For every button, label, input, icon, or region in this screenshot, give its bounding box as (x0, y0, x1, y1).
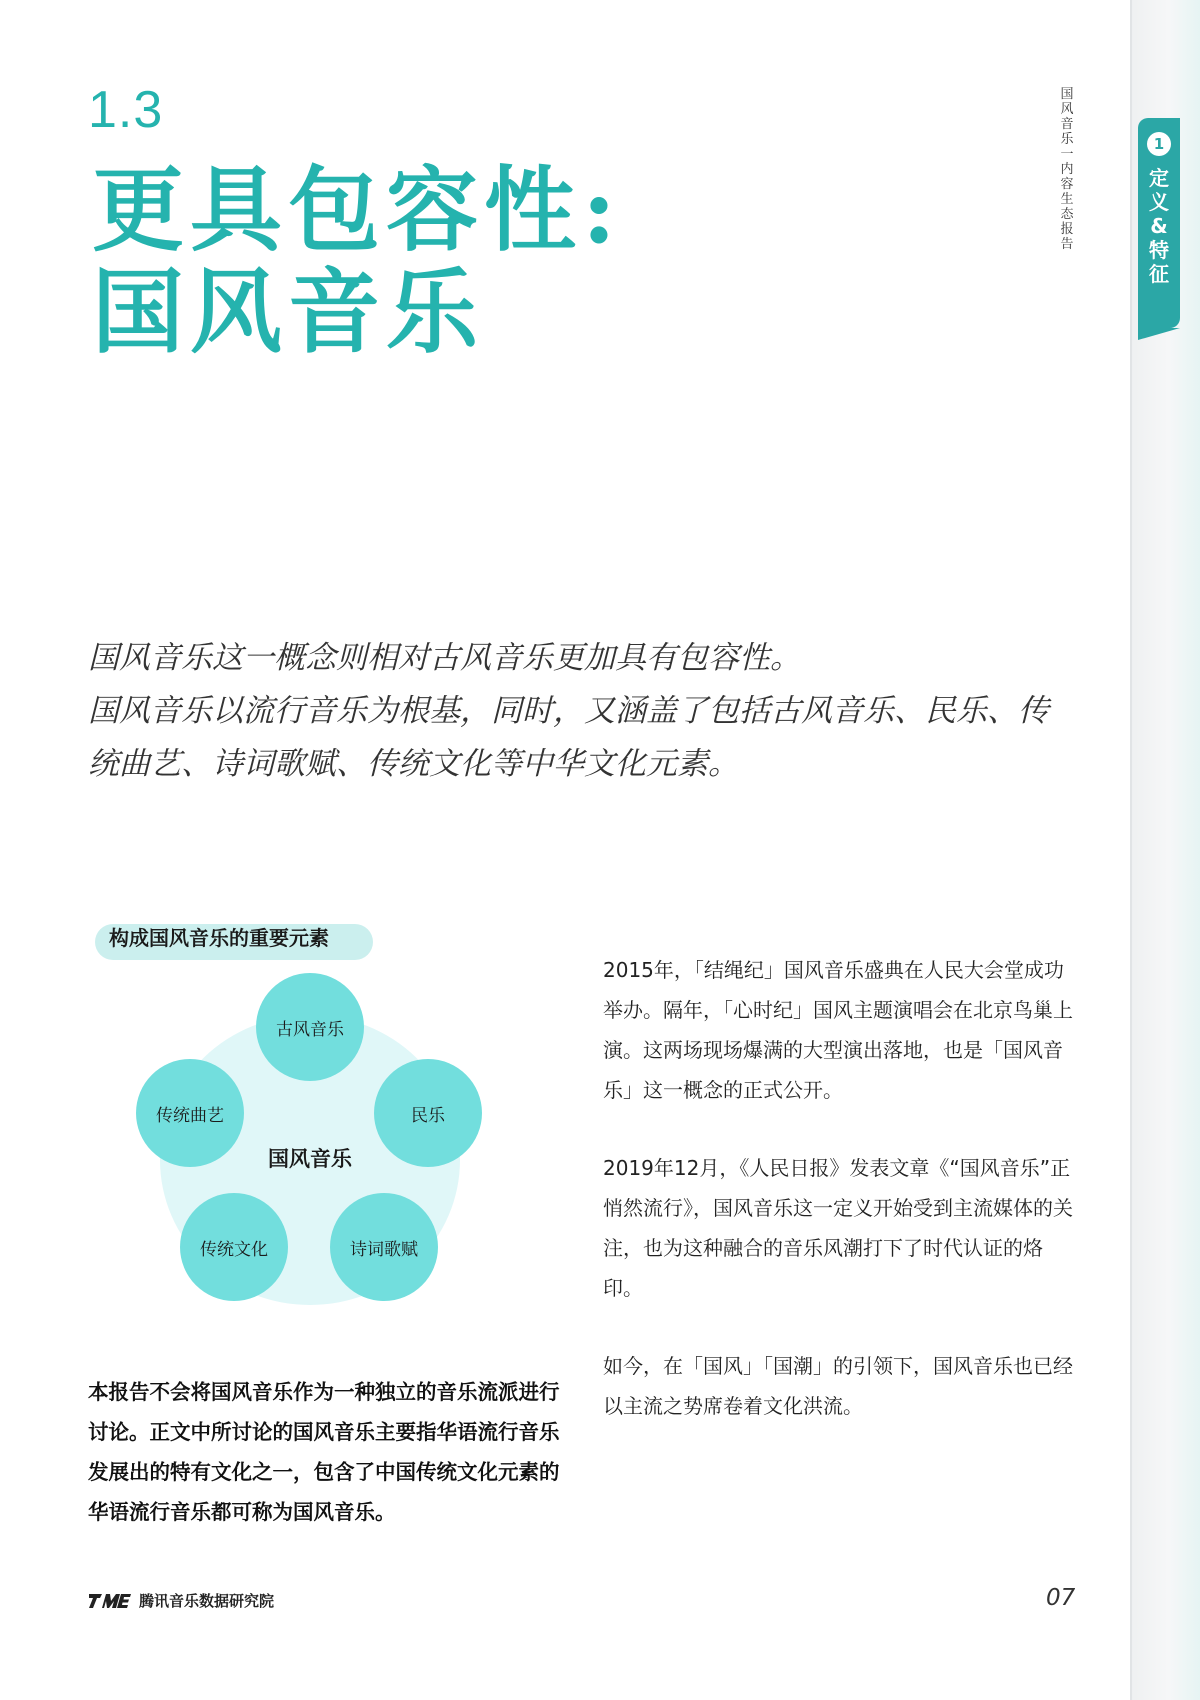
running-title: 国风音乐一内容生态报告 (1060, 87, 1074, 252)
intro-paragraph-2: 国风音乐以流行音乐为根基，同时，又涵盖了包括古风音乐、民乐、传统曲艺、诗词歌赋、传统文化等中华文化元素。 (88, 693, 1049, 782)
page-title-line-1: 更具包容性: (92, 156, 622, 264)
right-column (603, 950, 1081, 1464)
chapter-tab[interactable] (1138, 118, 1180, 328)
diagram-center-label: 国风音乐 (268, 1147, 352, 1171)
history-paragraph-3: 如今，在「国风」「国潮」的引领下，国风音乐也已经以主流之势席卷着文化洪流。 (603, 1354, 1073, 1418)
history-paragraph-2: 2019年12月，《人民日报》发表文章《“国风音乐”正悄然流行》，国风音乐这一定义开始受到主流媒体的关注，也为这种融合的音乐风潮打下了时代认证的烙印。 (603, 1156, 1073, 1300)
element-bubble-shici: 诗词歌赋 (330, 1193, 438, 1301)
element-bubble-minyue: 民乐 (374, 1059, 482, 1167)
footer-organization: 腾讯音乐数据研究院 (139, 1592, 275, 1610)
history-paragraph-1: 2015年，「结绳纪」国风音乐盛典在人民大会堂成功举办。隔年，「心时纪」国风主题演唱会在北京鸟巢上演。这两场现场爆满的大型演出落地，也是「国风音乐」这一概念的正式公开。 (603, 958, 1073, 1102)
element-bubble-quyi: 传统曲艺 (136, 1059, 244, 1167)
intro-text (88, 632, 1078, 791)
diagram-tag-label: 构成国风音乐的重要元素 (109, 926, 329, 950)
element-bubble-guqu: 古风音乐 (256, 973, 364, 1081)
page-number: 07 (1046, 1585, 1076, 1611)
page-title-line-2: 国风音乐 (92, 258, 485, 366)
elements-diagram (140, 975, 490, 1315)
section-number: 1.3 (88, 81, 164, 139)
tme-logo (88, 1592, 132, 1610)
diagram-tag (95, 924, 373, 960)
scope-note: 本报告不会将国风音乐作为一种独立的音乐流派进行讨论。正文中所讨论的国风音乐主要指华语流行音乐发展出的特有文化之一，包含了中国传统文化元素的华语流行音乐都可称为国风音乐。 (88, 1380, 560, 1524)
intro-paragraph-1: 国风音乐这一概念则相对古风音乐更加具有包容性。 (88, 640, 801, 676)
chapter-label: 定义&特征 (1149, 166, 1169, 286)
chapter-number: 1 (1147, 132, 1171, 156)
element-bubble-chuantongwenhua: 传统文化 (180, 1193, 288, 1301)
